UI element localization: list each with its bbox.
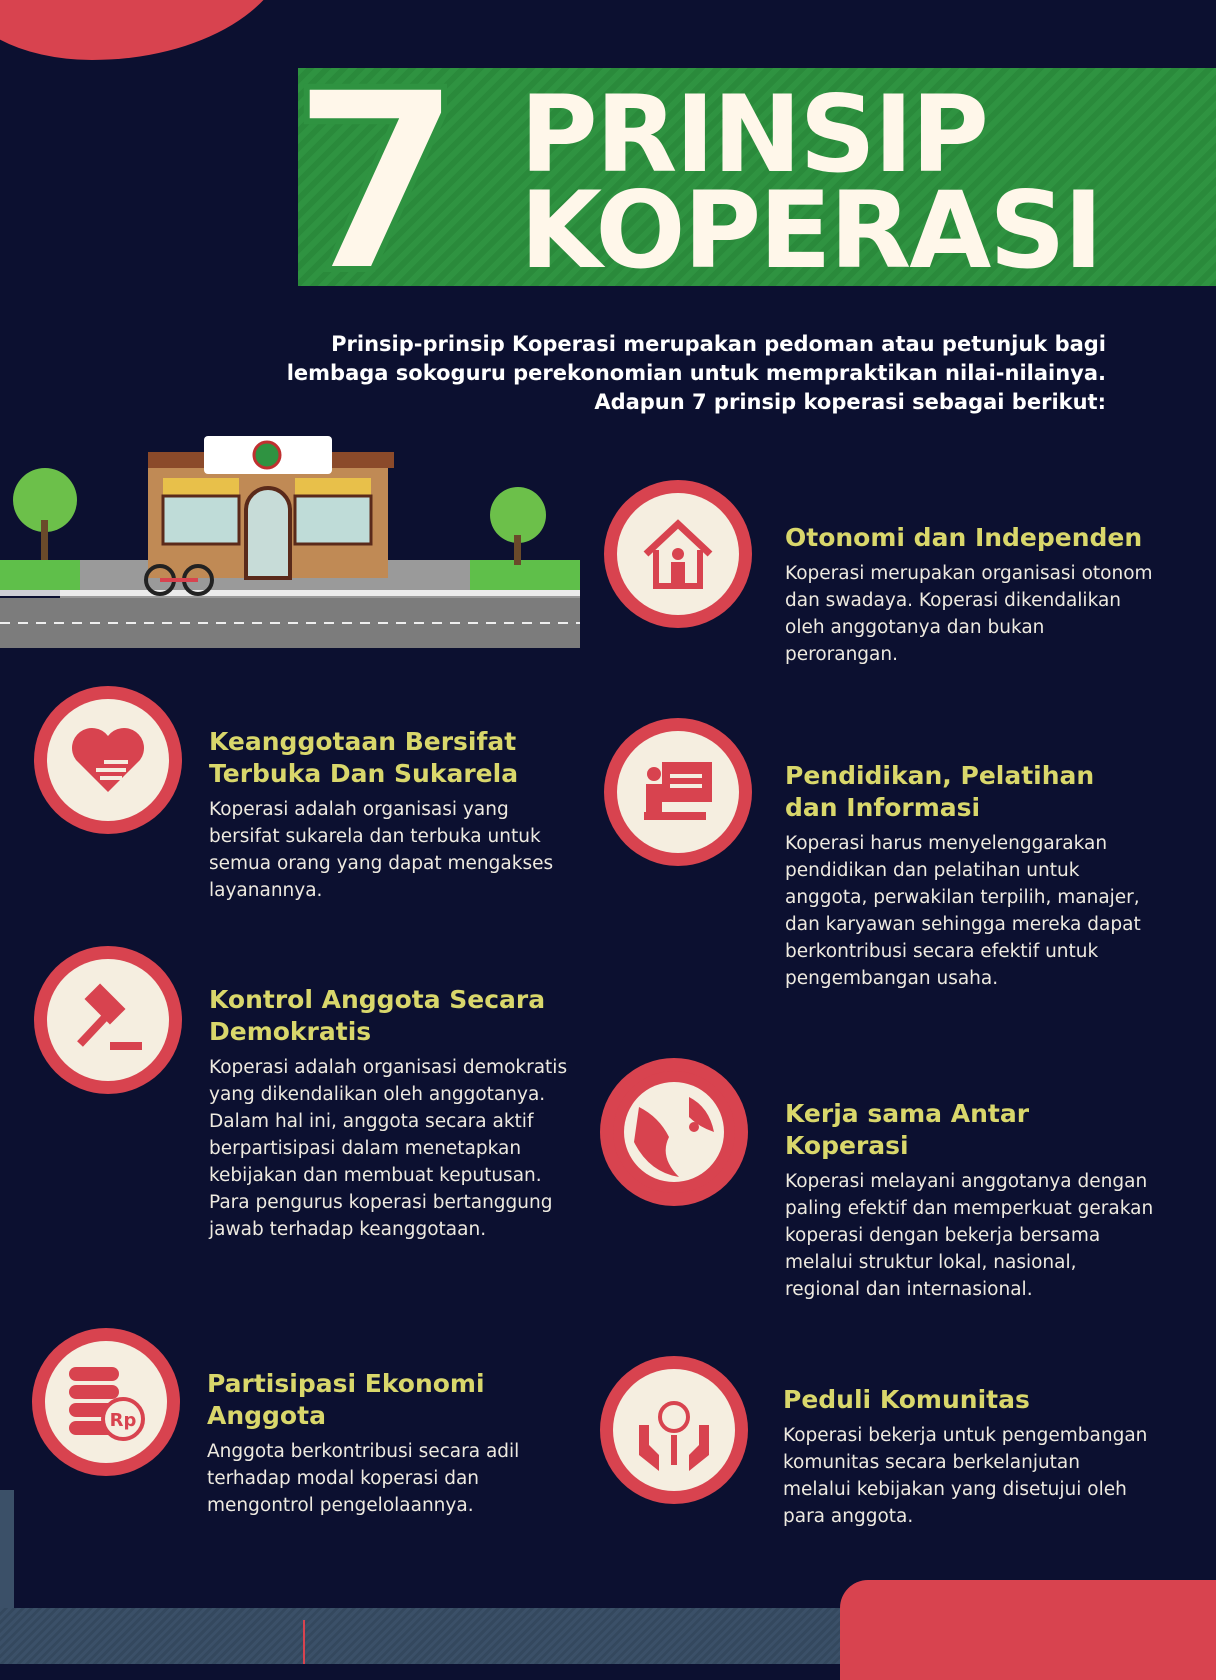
principle-title: Kontrol Anggota Secara Demokratis [209, 985, 546, 1046]
globe-pins-icon [600, 1058, 748, 1206]
footer-strip-left [0, 1490, 14, 1620]
gavel-icon [34, 946, 182, 1094]
principle-title: Kerja sama Antar Koperasi [785, 1099, 1030, 1160]
footer-divider [303, 1620, 305, 1664]
principle-title: Pendidikan, Pelatihan dan Informasi [785, 761, 1095, 822]
footer-red-block [840, 1580, 1216, 1680]
heart-hand-icon [34, 686, 182, 834]
title-number: 7 [290, 37, 454, 328]
principle-text: Anggota berkontribusi secara adil terhadap modal koperasi dan mengontrol pengelolaannya. [207, 1441, 520, 1516]
principle-title: Peduli Komunitas [783, 1385, 1030, 1414]
intro-text [286, 330, 1106, 417]
coins-icon [32, 1328, 180, 1476]
intro-line: lembaga sokoguru perekonomian untuk mempraktikan nilai-nilainya. [286, 361, 1106, 385]
principle-text: Koperasi harus menyelenggarakan pendidikan dan pelatihan untuk anggota, perwakilan terpilih, manajer, dan karyawan sehingga mereka dapat berkontribusi secara efektif untuk pengembangan usaha. [785, 833, 1141, 989]
principle-title: Partisipasi Ekonomi Anggota [207, 1369, 485, 1430]
intro-line: Adapun 7 prinsip koperasi sebagai berikut: [594, 390, 1106, 414]
hands-emblem-icon [600, 1356, 748, 1504]
title-line-2: KOPERASI [520, 169, 1102, 292]
presentation-icon [604, 718, 752, 866]
rp-badge: Rp [109, 1410, 137, 1431]
title-line-1: PRINSIP [520, 73, 987, 196]
principle-text: Koperasi melayani anggotanya dengan paling efektif dan memperkuat gerakan koperasi dengan bekerja bersama melalui struktur lokal, nasional, regional dan internasional. [785, 1171, 1154, 1300]
footer-strip [0, 1608, 860, 1664]
principle-text: Koperasi bekerja untuk pengembangan komunitas secara berkelanjutan melalui kebijakan yang disetujui oleh para anggota. [783, 1425, 1148, 1527]
intro-line: Prinsip-prinsip Koperasi merupakan pedoman atau petunjuk bagi [331, 332, 1106, 356]
house-person-icon [604, 480, 752, 628]
principle-text: Koperasi adalah organisasi demokratis yang dikendalikan oleh anggotanya. Dalam hal ini, anggota secara aktif berpartisipasi dalam menetapkan kebijakan dan membuat keputusan. Para pengurus koperasi bertanggung jawab terhadap keanggotaan. [209, 1057, 568, 1240]
principle-text: Koperasi merupakan organisasi otonom dan swadaya. Koperasi dikendalikan oleh anggotanya dan bukan perorangan. [785, 563, 1153, 665]
principle-title: Otonomi dan Independen [785, 523, 1143, 552]
storefront-illustration [0, 430, 580, 650]
principle-title: Keanggotaan Bersifat Terbuka Dan Sukarela [209, 727, 519, 788]
principle-text: Koperasi adalah organisasi yang bersifat sukarela dan terbuka untuk semua orang yang dapat mengakses layanannya. [209, 799, 554, 901]
decor-blob [0, 0, 290, 60]
